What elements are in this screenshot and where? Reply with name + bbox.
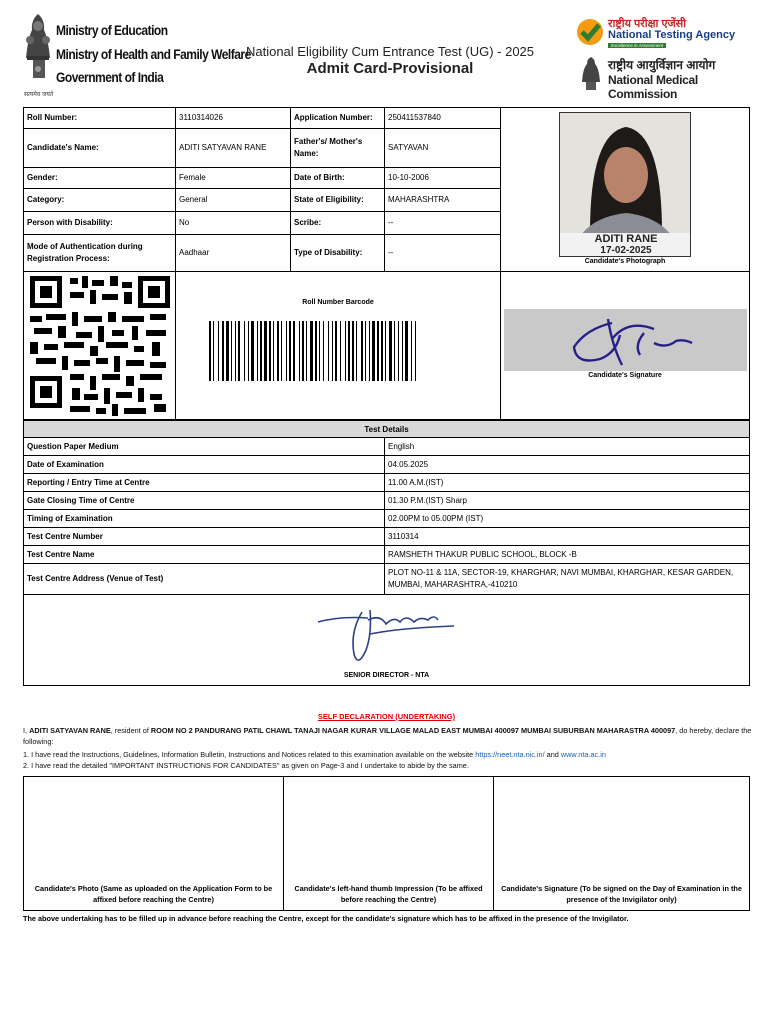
point1-and: and: [544, 750, 561, 759]
director-signature-icon: [310, 598, 470, 670]
barcode-bar: [335, 321, 337, 381]
signature-affix-caption: Candidate's Signature (To be signed on the Day of Examination in the presence of the Invigilator only): [501, 883, 742, 905]
declaration-point-2: 2. I have read the detailed "IMPORTANT INSTRUCTIONS FOR CANDIDATES" as given on Page-3 and I undertake to abide by the same.: [23, 761, 469, 770]
gender-value: Female: [175, 167, 291, 189]
declarant-name: ADITI SATYAVAN RANE: [29, 726, 111, 735]
test-details-heading: Test Details: [23, 420, 750, 438]
footer-note: The above undertaking has to be filled up in advance before reaching the Centre, except for the candidate's signature which has to be affixed in the presence of the Invigilator.: [23, 914, 629, 923]
declaration-point-1: [23, 750, 758, 761]
barcode-bar: [218, 321, 219, 381]
neet-website-link[interactable]: https://neet.nta.nic.in/: [475, 750, 545, 759]
declaration-intro: [23, 726, 758, 748]
roll-barcode-icon: [209, 321, 467, 381]
exam-title: National Eligibility Cum Entrance Test (UG) - 2025: [245, 44, 535, 59]
barcode-bar: [310, 321, 313, 381]
state-label: State of Eligibility:: [290, 188, 385, 212]
barcode-bar: [323, 321, 324, 381]
barcode-bar: [244, 321, 245, 381]
auth-mode-label: Mode of Authentication during Registration Process:: [23, 234, 176, 272]
candidate-photo: [559, 112, 691, 257]
barcode-bar: [398, 321, 399, 381]
barcode-bar: [365, 321, 366, 381]
director-caption: SENIOR DIRECTOR - NTA: [343, 672, 430, 679]
pwd-value: No: [175, 211, 291, 235]
application-number-label: Application Number:: [290, 107, 385, 129]
candidate-signature-image: [504, 309, 747, 371]
barcode-bar: [405, 321, 408, 381]
barcode-bar: [348, 321, 350, 381]
photo-affix-box: [23, 776, 284, 911]
barcode-bar: [340, 321, 341, 381]
test-detail-label: Question Paper Medium: [23, 437, 385, 456]
barcode-bar: [231, 321, 232, 381]
test-detail-label: Gate Closing Time of Centre: [23, 491, 385, 510]
disability-type-label: Type of Disability:: [290, 234, 385, 272]
signature-affix-box: [493, 776, 750, 911]
page-title: Admit Card-Provisional: [306, 60, 474, 77]
roll-number-label: Roll Number:: [23, 107, 176, 129]
barcode-bar: [415, 321, 416, 381]
barcode-bar: [352, 321, 354, 381]
pwd-label: Person with Disability:: [23, 211, 176, 235]
barcode-bar: [209, 321, 211, 381]
ministry-header: [22, 8, 251, 98]
test-detail-value: 11.00 A.M.(IST): [384, 473, 750, 492]
thumb-impression-caption: Candidate's left-hand thumb Impression (To be affixed before reaching the Centre): [294, 883, 483, 905]
barcode-bar: [226, 321, 229, 381]
signature-caption: Candidate's Signature: [588, 372, 662, 379]
application-number-value: 250411537840: [384, 107, 501, 129]
candidate-name-value: ADITI SATYAVAN RANE: [175, 128, 291, 168]
photo-name-label: ADITI RANE: [594, 233, 658, 245]
barcode-caption: Roll Number Barcode: [302, 299, 374, 306]
national-emblem-icon: [22, 8, 54, 90]
roll-number-value: 3110314026: [175, 107, 291, 129]
ministry-health: Ministry of Health and Family Welfare: [56, 46, 251, 62]
barcode-bar: [277, 321, 279, 381]
photo-caption: Candidate's Photograph: [584, 258, 666, 265]
declarant-address: ROOM NO 2 PANDURANG PATIL CHAWL TANAJI NAGAR KURAR VILLAGE MALAD EAST MUMBAI 400097 MUMBAI SUBURBAN MAHARASTRA 400097: [150, 726, 676, 735]
nmc-hindi: राष्ट्रीय आयुर्विज्ञान आयोग: [608, 58, 716, 72]
test-detail-value: PLOT NO-11 & 11A, SECTOR-19, KHARGHAR, NAVI MUMBAI, KHARGHAR, KESAR GARDEN, MUMBAI, MAHARASHTRA,-410210: [384, 563, 750, 595]
test-detail-value: English: [384, 437, 750, 456]
state-value: MAHARASHTRA: [384, 188, 501, 212]
barcode-bar: [356, 321, 357, 381]
barcode-bar: [369, 321, 370, 381]
nta-tagline: Excellence in Assessment: [608, 43, 666, 48]
intro-suffix: , do hereby, declare the following:: [23, 726, 752, 746]
barcode-bar: [281, 321, 282, 381]
barcode-bar: [385, 321, 386, 381]
disability-type-value: --: [384, 234, 501, 272]
barcode-bar: [238, 321, 240, 381]
barcode-bar: [257, 321, 258, 381]
barcode-bar: [394, 321, 395, 381]
nmc-emblem-icon: [578, 56, 604, 92]
auth-mode-value: Aadhaar: [175, 234, 291, 272]
barcode-bar: [345, 321, 346, 381]
barcode-bar: [332, 321, 333, 381]
barcode-bar: [299, 321, 300, 381]
dob-value: 10-10-2006: [384, 167, 501, 189]
barcode-bar: [402, 321, 403, 381]
barcode-bar: [248, 321, 249, 381]
nta-check-icon: [576, 18, 604, 46]
government-of-india: Government of India: [56, 69, 164, 85]
intro-prefix: I,: [23, 726, 30, 735]
category-value: General: [175, 188, 291, 212]
test-detail-value: 3110314: [384, 527, 750, 546]
nta-website-link[interactable]: www.nta.ac.in: [560, 750, 606, 759]
barcode-bar: [361, 321, 363, 381]
nta-english: National Testing Agency: [608, 29, 736, 41]
test-detail-label: Test Centre Address (Venue of Test): [23, 563, 385, 595]
test-detail-label: Date of Examination: [23, 455, 385, 474]
barcode-bar: [222, 321, 224, 381]
candidate-signature-icon: [504, 309, 747, 371]
scribe-label: Scribe:: [290, 211, 385, 235]
barcode-bar: [372, 321, 375, 381]
barcode-bar: [381, 321, 383, 381]
barcode-bar: [411, 321, 412, 381]
test-detail-value: 04.05.2025: [384, 455, 750, 474]
candidate-name-label: Candidate's Name:: [23, 128, 176, 168]
thumb-impression-box: [283, 776, 494, 911]
test-detail-label: Reporting / Entry Time at Centre: [23, 473, 385, 492]
ministry-education: Ministry of Education: [56, 22, 168, 38]
test-detail-value: 02.00PM to 05.00PM (IST): [384, 509, 750, 528]
test-detail-label: Test Centre Name: [23, 545, 385, 564]
barcode-bar: [328, 321, 329, 381]
test-detail-value: RAMSHETH THAKUR PUBLIC SCHOOL, BLOCK -B: [384, 545, 750, 564]
qr-code-icon: [24, 272, 175, 419]
barcode-bar: [213, 321, 214, 381]
photo-affix-caption: Candidate's Photo (Same as uploaded on the Application Form to be affixed before reaching the Centre): [34, 883, 273, 905]
barcode-bar: [377, 321, 379, 381]
intro-mid: , resident of: [110, 726, 151, 735]
declaration-title: SELF DECLARATION (UNDERTAKING): [317, 712, 456, 721]
photo-date-label: 17-02-2025: [600, 245, 652, 256]
category-label: Category:: [23, 188, 176, 212]
emblem-motto: सत्यमेव जयते: [24, 92, 54, 98]
barcode-bar: [302, 321, 304, 381]
point1-text: 1. I have read the Instructions, Guidelines, Information Bulletin, Instructions and Notices related to this examination available on the website: [23, 750, 476, 759]
barcode-bar: [269, 321, 271, 381]
nmc-logo: [578, 56, 762, 101]
barcode-bar: [315, 321, 317, 381]
barcode-bar: [306, 321, 307, 381]
test-detail-value: 01.30 P.M.(IST) Sharp: [384, 491, 750, 510]
barcode-bar: [264, 321, 267, 381]
qr-cell: [23, 271, 176, 420]
test-detail-label: Test Centre Number: [23, 527, 385, 546]
barcode-bar: [273, 321, 274, 381]
nta-logo: [576, 16, 756, 52]
barcode-bar: [251, 321, 254, 381]
barcode-bar: [389, 321, 392, 381]
scribe-value: --: [384, 211, 501, 235]
nmc-english: National Medical Commission: [608, 73, 698, 101]
barcode-bar: [319, 321, 320, 381]
dob-label: Date of Birth:: [290, 167, 385, 189]
nta-hindi: राष्ट्रीय परीक्षा एजेंसी: [608, 18, 686, 30]
father-name-label: Father's/ Mother's Name:: [290, 128, 385, 168]
test-detail-label: Timing of Examination: [23, 509, 385, 528]
barcode-bar: [293, 321, 295, 381]
barcode-bar: [286, 321, 287, 381]
barcode-bar: [235, 321, 236, 381]
barcode-bar: [260, 321, 262, 381]
barcode-bar: [289, 321, 291, 381]
gender-label: Gender:: [23, 167, 176, 189]
father-name-value: SATYAVAN: [384, 128, 501, 168]
